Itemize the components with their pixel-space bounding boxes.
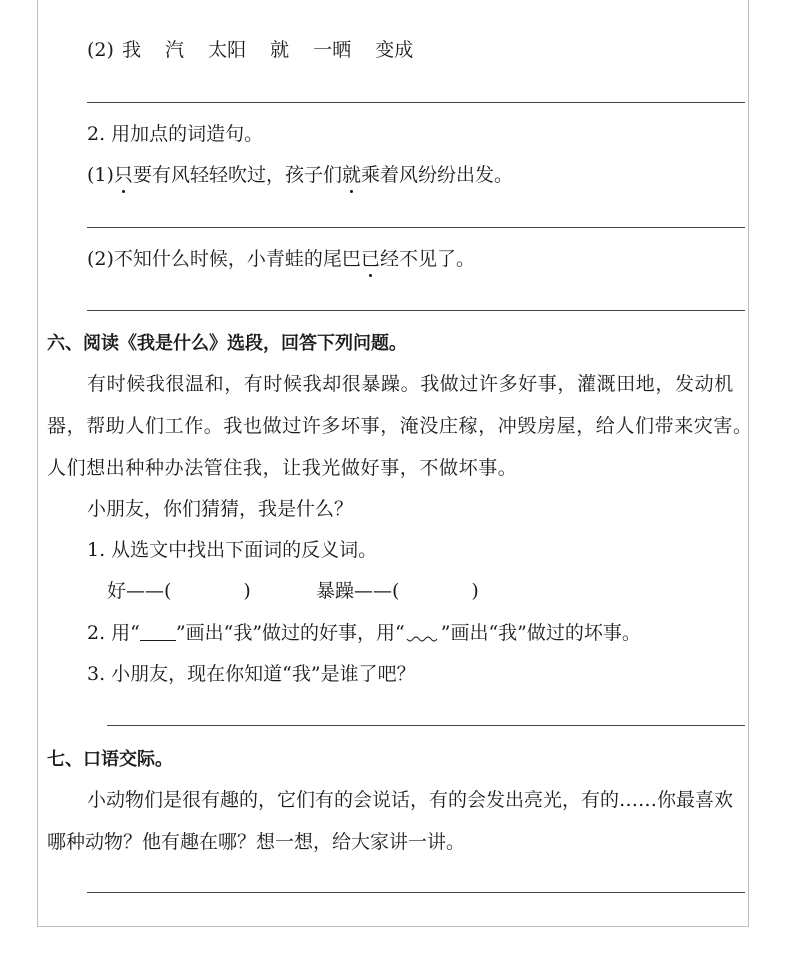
word-chip: 就 xyxy=(270,39,290,61)
question-2: 2. 用“ ”画出“我”做过的好事，用“ ”画出“我”做过的坏事。 xyxy=(87,622,641,644)
emphasis-dot-char: 只 xyxy=(113,164,133,186)
section-7-heading: 七、口语交际。 xyxy=(47,749,173,770)
emphasis-dot-char: 就 xyxy=(341,164,361,186)
reading-passage-line-3: 人们想出种种办法管住我，让我光做好事，不做坏事。 xyxy=(47,457,518,479)
section-6-heading: 六、阅读《我是什么》选段，回答下列问题。 xyxy=(47,333,407,354)
reading-passage-line-2: 器，帮助人们工作。我也做过许多坏事，淹没庄稼，冲毁房屋，给人们带来灾害。 xyxy=(47,415,753,437)
speaking-prompt-line-1: 小动物们是很有趣的，它们有的会说话，有的会发出亮光，有的……你最喜欢 xyxy=(87,789,734,811)
question-title: 2. 用加点的词造句。 xyxy=(87,123,264,145)
word-chip: 一晒 xyxy=(313,39,352,61)
reading-prompt: 小朋友，你们猜猜，我是什么？ xyxy=(87,498,354,520)
sentence-2: (2)不知什么时候，小青蛙的尾巴已经不见了。 xyxy=(87,248,475,270)
wavy-underline-mark xyxy=(405,625,441,643)
word-order-item-2: (2) 我 汽 太阳 就 一晒 变成 xyxy=(87,39,414,61)
answer-line[interactable] xyxy=(87,102,745,103)
emphasis-dot-char: 已 xyxy=(360,248,380,270)
sentence-1: (1)只要有风轻轻吹过，孩子们就乘着风纷纷出发。 xyxy=(87,164,513,186)
question-3: 3. 小朋友，现在你知道“我”是谁了吧？ xyxy=(87,663,416,685)
antonym-2: 暴躁——( ) xyxy=(316,580,479,602)
word-chip: 我 xyxy=(121,39,141,61)
speaking-prompt-line-2: 哪种动物？他有趣在哪？想一想，给大家讲一讲。 xyxy=(47,831,466,853)
answer-line[interactable] xyxy=(87,227,745,228)
answer-line[interactable] xyxy=(107,725,745,726)
antonym-1: 好——( ) xyxy=(107,580,251,602)
answer-line[interactable] xyxy=(87,892,745,893)
question-1: 1. 从选文中找出下面词的反义词。 xyxy=(87,539,378,561)
reading-passage-line-1: 有时候我很温和，有时候我却很暴躁。我做过许多好事，灌溉田地，发动机 xyxy=(87,373,734,395)
straight-underline-mark xyxy=(140,622,176,641)
word-chip: 太阳 xyxy=(208,39,247,61)
answer-line[interactable] xyxy=(87,310,745,311)
word-chip: 变成 xyxy=(375,39,414,61)
word-chip: 汽 xyxy=(165,39,185,61)
